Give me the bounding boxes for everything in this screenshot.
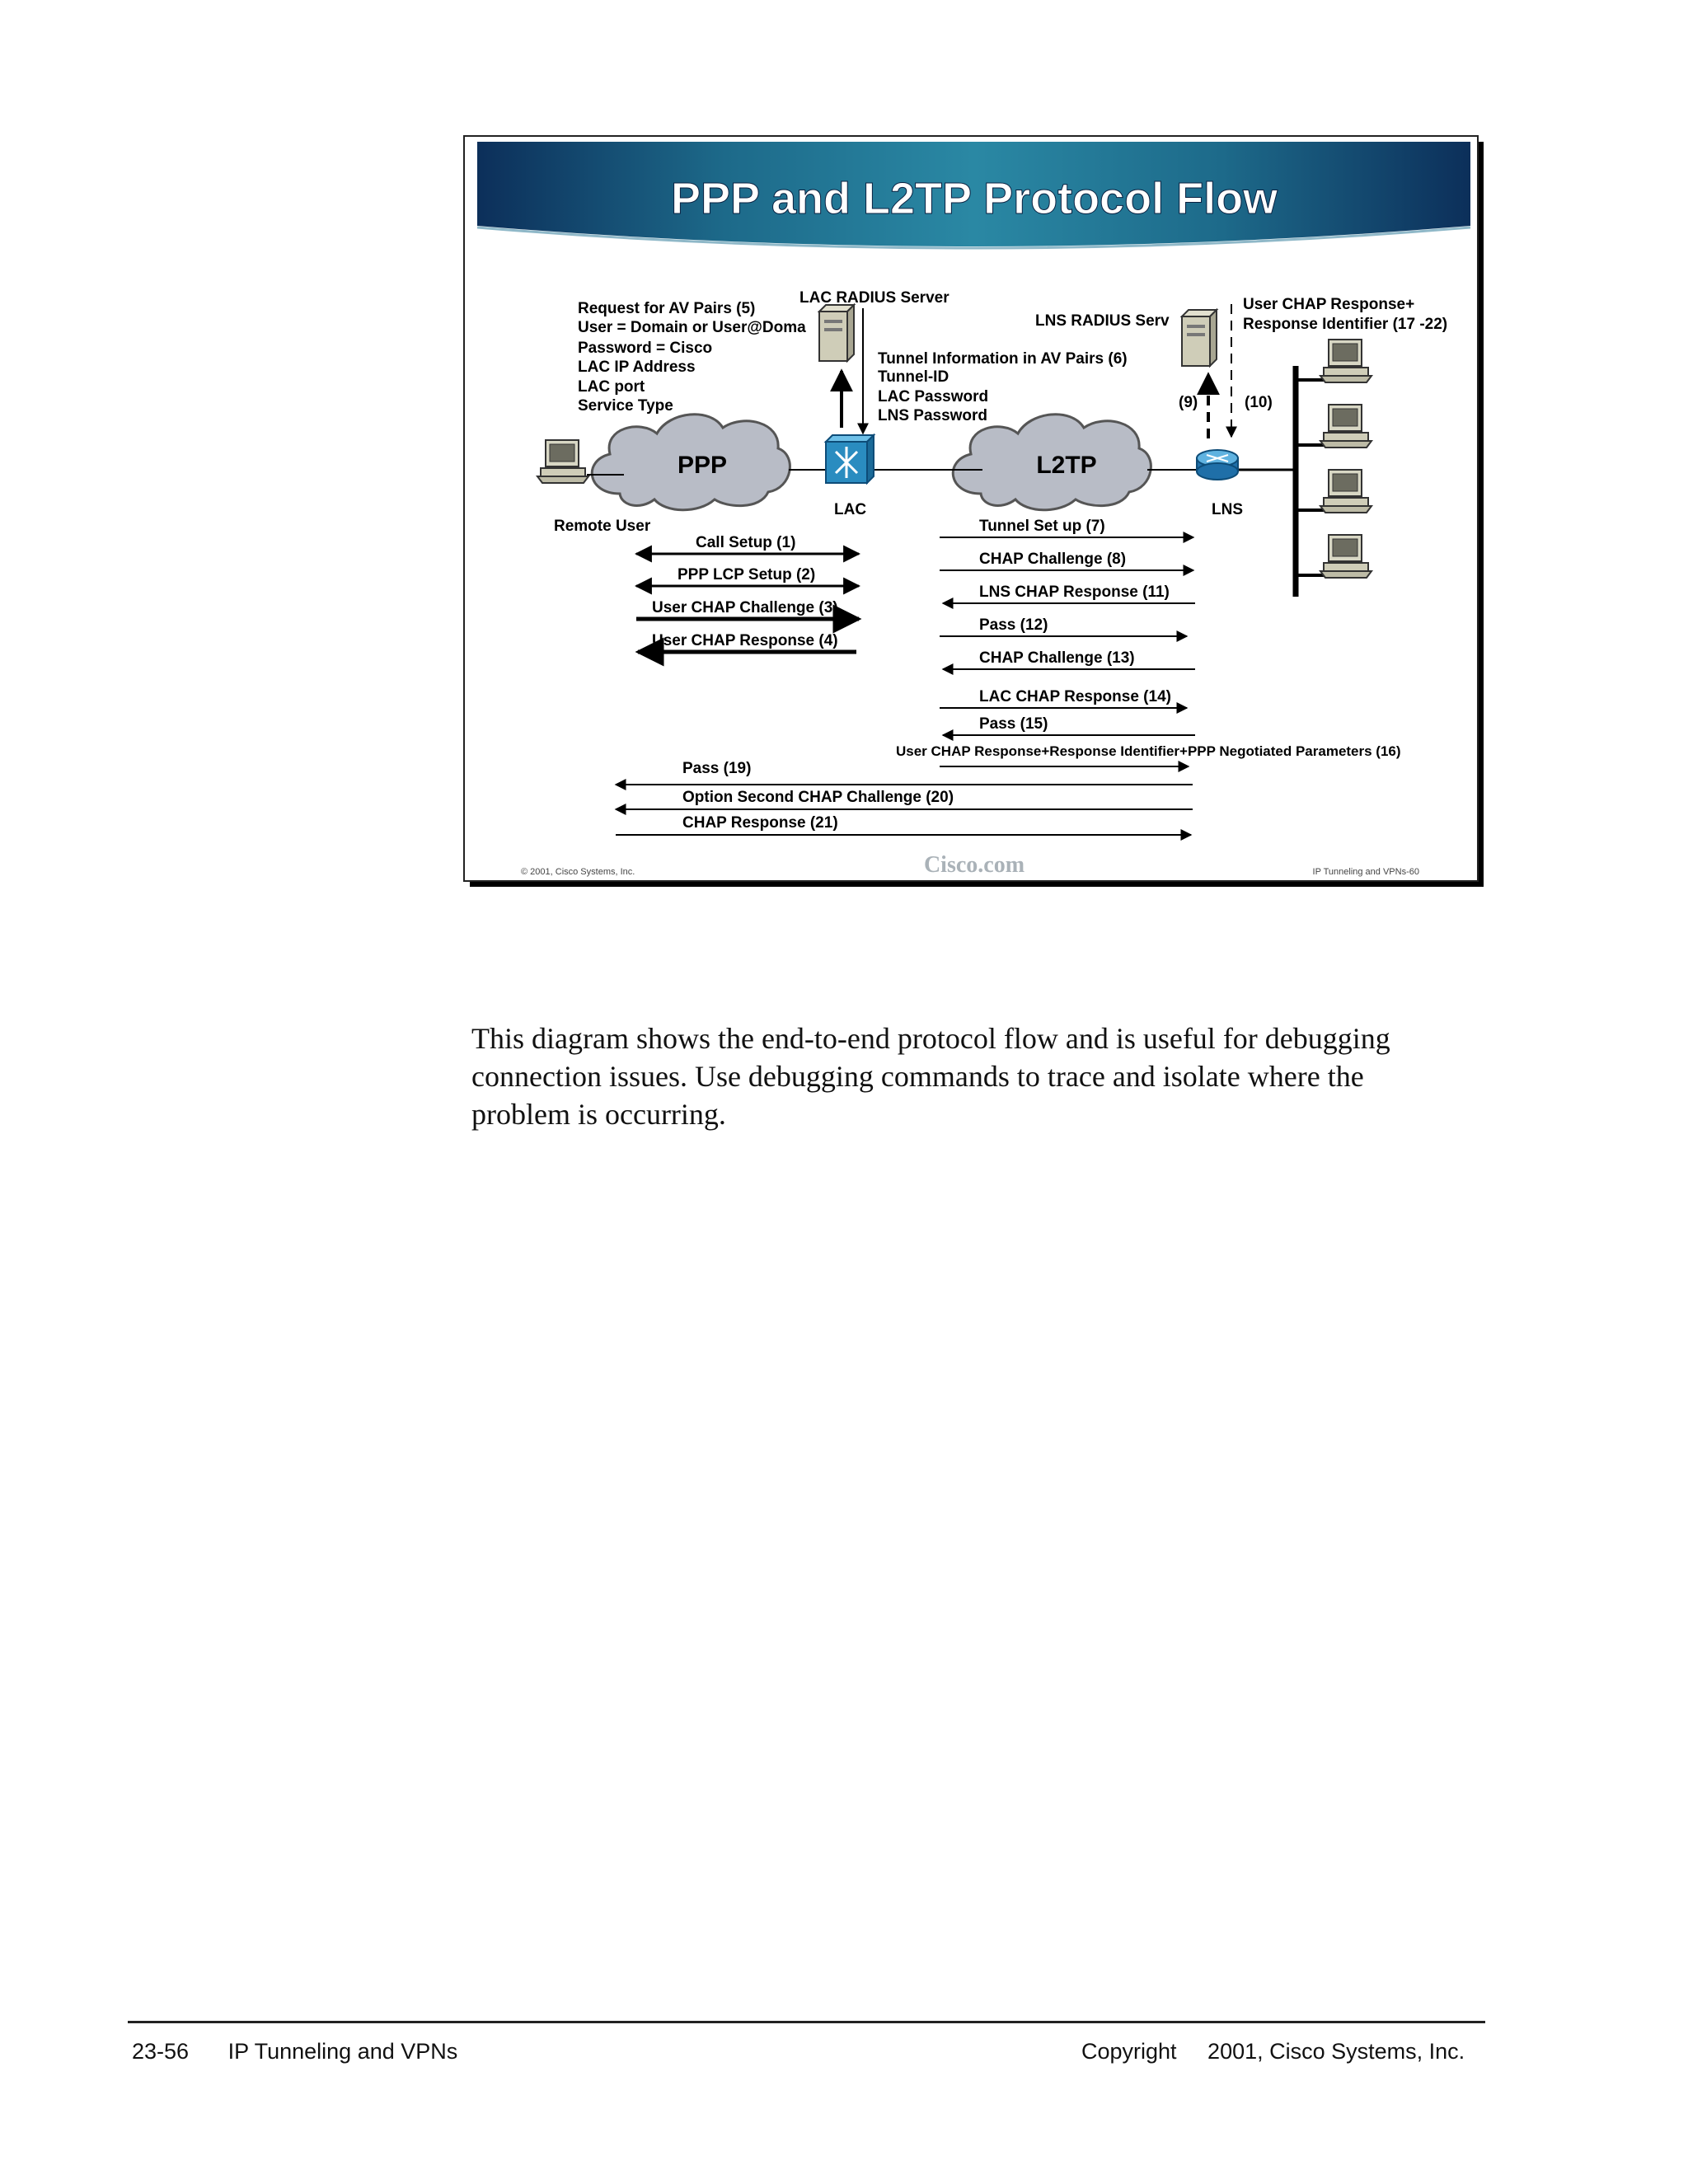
av-request-line: LAC port [578, 378, 645, 396]
lns-label: LNS [1212, 501, 1243, 518]
slide-ref: IP Tunneling and VPNs-60 [1312, 867, 1419, 877]
msg-option-second-chap: Option Second CHAP Challenge (20) [682, 789, 954, 806]
lns-radius-server-icon [1182, 310, 1217, 366]
page-number: 23-56 [132, 2039, 190, 2064]
lac-label: LAC [834, 501, 867, 518]
av-request-line: User = Domain or User@Doma [578, 319, 806, 336]
msg-chap-challenge-8: CHAP Challenge (8) [979, 551, 1127, 568]
ppp-cloud [592, 415, 790, 510]
msg-lns-chap-response: LNS CHAP Response (11) [979, 583, 1170, 601]
footer-doc-title: IP Tunneling and VPNs [227, 2039, 458, 2064]
msg-user-chap-challenge: User CHAP Challenge (3) [652, 599, 838, 616]
footer-left [132, 2039, 457, 2064]
lns-router-icon [1197, 450, 1238, 480]
msg-tunnel-setup: Tunnel Set up (7) [979, 518, 1105, 535]
msg-lac-chap-response: LAC CHAP Response (14) [979, 688, 1171, 705]
lac-switch-icon [826, 435, 874, 483]
lac-radius-server-icon [819, 305, 854, 361]
body-line: problem is occurring. [471, 1098, 726, 1131]
av-request-line: LAC IP Address [578, 359, 696, 376]
msg-call-setup: Call Setup (1) [696, 534, 796, 551]
lns-note-line: User CHAP Response+ [1243, 296, 1415, 313]
cisco-brand-logo: Cisco.com [923, 852, 1025, 878]
protocol-flow-diagram [463, 135, 1487, 890]
msg-negotiated-parameters: User CHAP Response+Response Identifier+PPP Negotiated Parameters (16) [896, 743, 1401, 759]
footer-rule [128, 2021, 1485, 2023]
lac-radius-label: LAC RADIUS Server [799, 289, 950, 307]
l2tp-cloud-label: L2TP [1036, 452, 1097, 479]
step10-label: (10) [1245, 394, 1273, 411]
slide [463, 135, 1487, 890]
msg-pass-12: Pass (12) [979, 616, 1048, 634]
body-line: This diagram shows the end-to-end protocol flow and is useful for debugging [471, 1022, 1390, 1055]
msg-user-chap-response: User CHAP Response (4) [652, 632, 838, 649]
slide-title: PPP and L2TP Protocol Flow [670, 174, 1278, 223]
av-request-line: Password = Cisco [578, 340, 713, 357]
ppp-cloud-label: PPP [677, 452, 728, 479]
tunnel-info-line: Tunnel-ID [878, 368, 950, 386]
av-request-line: Service Type [578, 397, 673, 415]
msg-ppp-lcp-setup: PPP LCP Setup (2) [678, 566, 816, 583]
footer-copyright: Copyright 2001, Cisco Systems, Inc. [1081, 2039, 1465, 2064]
step9-label: (9) [1179, 394, 1198, 411]
tunnel-info-line: LNS Password [878, 407, 988, 424]
msg-chap-challenge-13: CHAP Challenge (13) [979, 649, 1135, 667]
tunnel-info-line: Tunnel Information in AV Pairs (6) [878, 350, 1128, 368]
msg-pass-15: Pass (15) [979, 715, 1048, 733]
remote-user-label: Remote User [554, 518, 651, 535]
lns-note-line: Response Identifier (17 -22) [1243, 316, 1448, 333]
tunnel-info-line: LAC Password [878, 388, 989, 405]
body-line: connection issues. Use debugging commands to trace and isolate where the [471, 1060, 1364, 1093]
av-request-line: Request for AV Pairs (5) [578, 300, 756, 317]
l2tp-cloud [953, 415, 1151, 510]
body-paragraph [471, 1019, 1461, 1133]
lns-radius-label: LNS RADIUS Serv [1035, 312, 1170, 330]
slide-copyright: © 2001, Cisco Systems, Inc. [521, 867, 635, 877]
msg-chap-response-21: CHAP Response (21) [682, 814, 838, 832]
msg-pass-19: Pass (19) [682, 760, 752, 777]
